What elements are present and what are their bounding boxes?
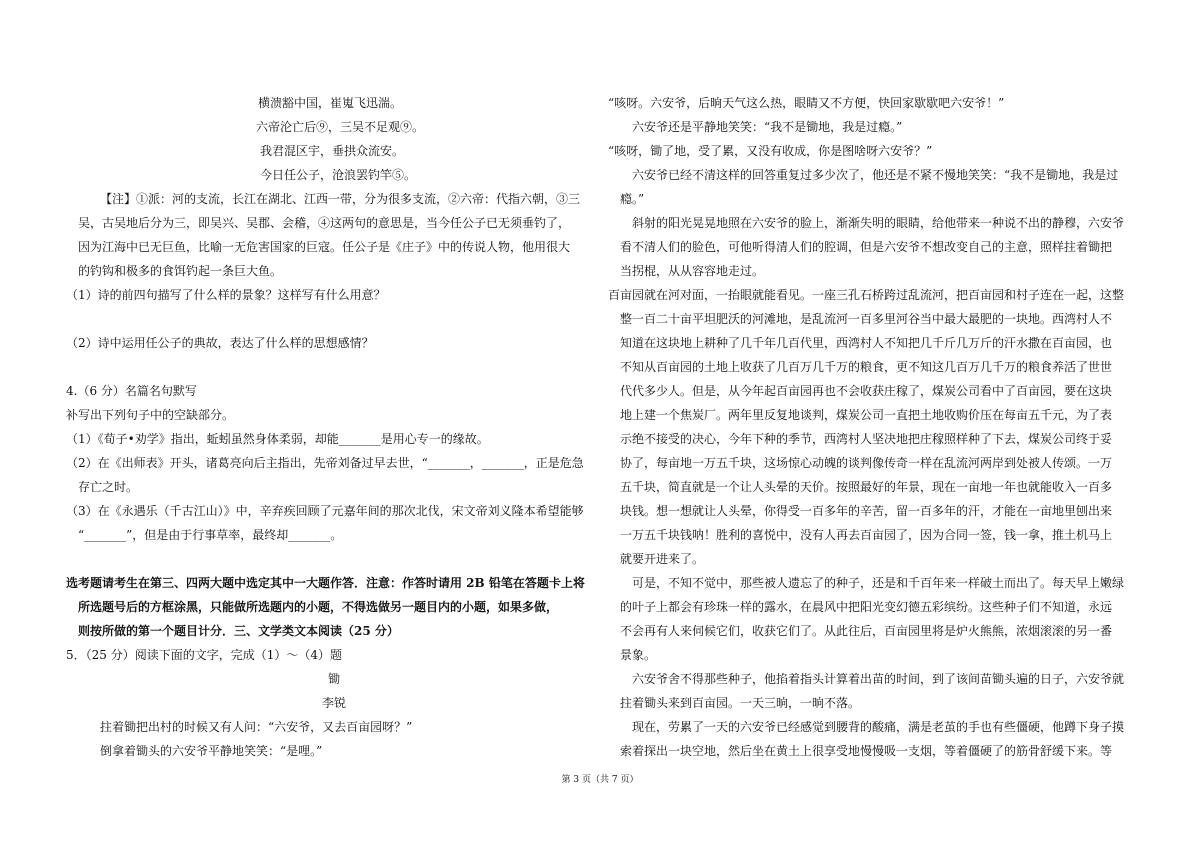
text-line: “咳呀，锄了地，受了累，又没有收成，你是图啥呀六安爷？”: [608, 144, 933, 158]
text-line: （1）《荀子•劝学》指出，蚯蚓虽然身体柔弱，却能_______是用心专一的缘故。: [66, 432, 489, 446]
text-line: 代代多少人。但是，从今年起百亩园再也不会收获庄稼了，煤炭公司看中了百亩园，要在这块: [620, 384, 1113, 398]
text-line: 六安爷已经不清这样的回答重复过多少次了，他还是不紧不慢地笑笑：“我不是锄地，我是过: [632, 168, 1119, 182]
text-line: 5．（25 分）阅读下面的文字，完成（1）～（4）题: [66, 648, 342, 662]
text-line: 存亡之时。: [78, 480, 139, 494]
text-line: 一万五千块钱呐！胜利的喜悦中，没有人再去百亩园了，因为合同一签，钱一拿，推土机马上: [620, 528, 1113, 542]
text-line: “_______”，但是由于行事草率，最终却_______。: [78, 528, 343, 542]
text-line: 则按所做的第一个题目计分．三、文学类文本阅读（25 分）: [78, 624, 399, 638]
text-line: 选考题请考生在第三、四两大题中选定其中一大题作答．注意：作答时请用 2B 铅笔在答题卡上将: [66, 576, 585, 590]
text-line: 块钱。想一想就让人头晕，你得受一百多年的辛苦，留一百多年的汗，才能在一亩地里刨出来: [620, 504, 1113, 518]
text-line: 拄着锄把出村的时候又有人问：“六安爷，又去百亩园呀？”: [100, 720, 413, 734]
text-line: 倒拿着锄头的六安爷平静地笑笑：“是哩。”: [100, 744, 323, 758]
text-line: 不会再有人来伺候它们，收获它们了。从此往后，百亩园里将是炉火熊熊，浓烟滚滚的另一番: [620, 624, 1113, 638]
text-line: 协了，每亩地一万五千块，这场惊心动魄的谈判像传奇一样在乱流河两岸到处被人传颂。一万: [620, 456, 1113, 470]
text-line: 六帝沦亡后⑨，三吴不足观⑨。: [256, 120, 425, 134]
text-line: 补写出下列句子中的空缺部分。: [66, 408, 235, 422]
text-line: 的钓钩和极多的食饵钓起一条巨大鱼。: [78, 264, 283, 278]
text-line: 五千块，简直就是一个让人头晕的天价。按照最好的年景，现在一亩地一年也就能收入一百多: [620, 480, 1113, 494]
text-line: 现在，劳累了一天的六安爷已经感觉到腰背的酸痛，满是老茧的手也有些僵硬，他蹲下身子摸: [632, 720, 1125, 734]
text-line: 我君混区宇，垂拱众流安。: [260, 144, 405, 158]
text-line: 锄: [327, 672, 340, 686]
text-line: 今日任公子，沧浪罢钓竿⑤。: [260, 168, 417, 182]
text-line: （1）诗的前四句描写了什么样的景象？这样写有什么用意？: [66, 288, 386, 302]
text-line: （3）在《永遇乐（千古江山）》中，辛弃疾回顾了元嘉年间的那次北伐，宋文帝刘义隆本希望能够: [66, 504, 584, 518]
text-line: 横溃豁中国，崔嵬飞迅湍。: [258, 96, 403, 110]
text-line: 因为江海中已无巨鱼，比喻一无危害国家的巨寇。任公子是《庄子》中的传说人物，他用很大: [78, 240, 571, 254]
text-line: 整一百二十亩平坦肥沃的河滩地，是乱流河一百多里河谷当中最大最肥的一块地。西湾村人不: [620, 312, 1113, 326]
text-line: 示绝不接受的决心，今年下种的季节，西湾村人坚决地把庄稼照样种了下去，煤炭公司终于妥: [620, 432, 1113, 446]
text-line: “咳呀。六安爷，后晌天气这么热，眼睛又不方便，快回家歇歇吧六安爷！”: [608, 96, 1005, 110]
text-line: 当拐棍，从从容容地走过。: [620, 264, 765, 278]
page-footer: 第 3 页（共 7 页）: [561, 775, 639, 785]
text-line: 李锐: [321, 696, 346, 710]
text-line: 【注】①派：河的支流，长江在湖北、江西一带，分为很多支流，②六帝：代指六朝，③三: [100, 192, 581, 206]
text-line: 斜射的阳光晃晃地照在六安爷的脸上，渐渐失明的眼睛，给他带来一种说不出的静穆，六安爷: [632, 216, 1125, 230]
text-line: 拄着锄头来到百亩园。一天三晌，一晌不落。: [620, 696, 861, 710]
text-line: （2）在《出师表》开头，诸葛亮向后主指出，先帝刘备过早去世，“_______，_______，正是危急: [66, 456, 584, 470]
text-line: 的叶子上都会有珍珠一样的露水，在晨风中把阳光变幻德五彩缤纷。这些种子们不知道，永远: [620, 600, 1113, 614]
text-line: 可是，不知不觉中，那些被人遗忘了的种子，还是和千百年来一样破土而出了。每天早上嫩绿: [632, 576, 1125, 590]
text-line: 瘾。”: [620, 192, 645, 206]
text-line: 景象。: [620, 648, 657, 662]
text-line: 六安爷舍不得那些种子，他掐着指头计算着出苗的时间，到了该间苗锄头遍的日子，六安爷就: [632, 672, 1125, 686]
text-line: 不知从百亩园的土地上收获了几百万几千万的粮食，更不知这几百万几千万的粮食养活了世世: [620, 360, 1113, 374]
text-line: （2）诗中运用任公子的典故，表达了什么样的思想感情？: [66, 336, 374, 350]
text-line: 4.（6 分）名篇名句默写: [66, 384, 197, 398]
text-line: 吴，古吴地后分为三，即吴兴、吴郡、会稽，④这两句的意思是，当今任公子已无须垂钓了，: [78, 216, 571, 230]
text-line: 索着探出一块空地，然后坐在黄土上很享受地慢慢吸一支烟，等着僵硬了的筋骨舒缓下来。等: [620, 744, 1113, 758]
text-line: 地上建一个焦炭厂。两年里反复地谈判，煤炭公司一直把土地收购价压在每亩五千元，为了表: [620, 408, 1113, 422]
text-line: 知道在这块地上耕种了几千年几百代里，西湾村人不知把几千斤几万斤的汗水撒在百亩园，也: [620, 336, 1113, 350]
text-line: 看不清人们的脸色，可他听得清人们的腔调，但是六安爷不想改变自己的主意，照样拄着锄把: [620, 240, 1113, 254]
text-line: 就要开进来了。: [620, 552, 705, 566]
text-line: 百亩园就在河对面，一抬眼就能看见。一座三孔石桥跨过乱流河，把百亩园和村子连在一起，这整: [608, 288, 1125, 302]
text-line: 六安爷还是平静地笑笑：“我不是锄地，我是过瘾。”: [632, 120, 903, 134]
text-line: 所选题号后的方框涂黑，只能做所选题内的小题，不得选做另一题目内的小题，如果多做，: [78, 600, 559, 614]
